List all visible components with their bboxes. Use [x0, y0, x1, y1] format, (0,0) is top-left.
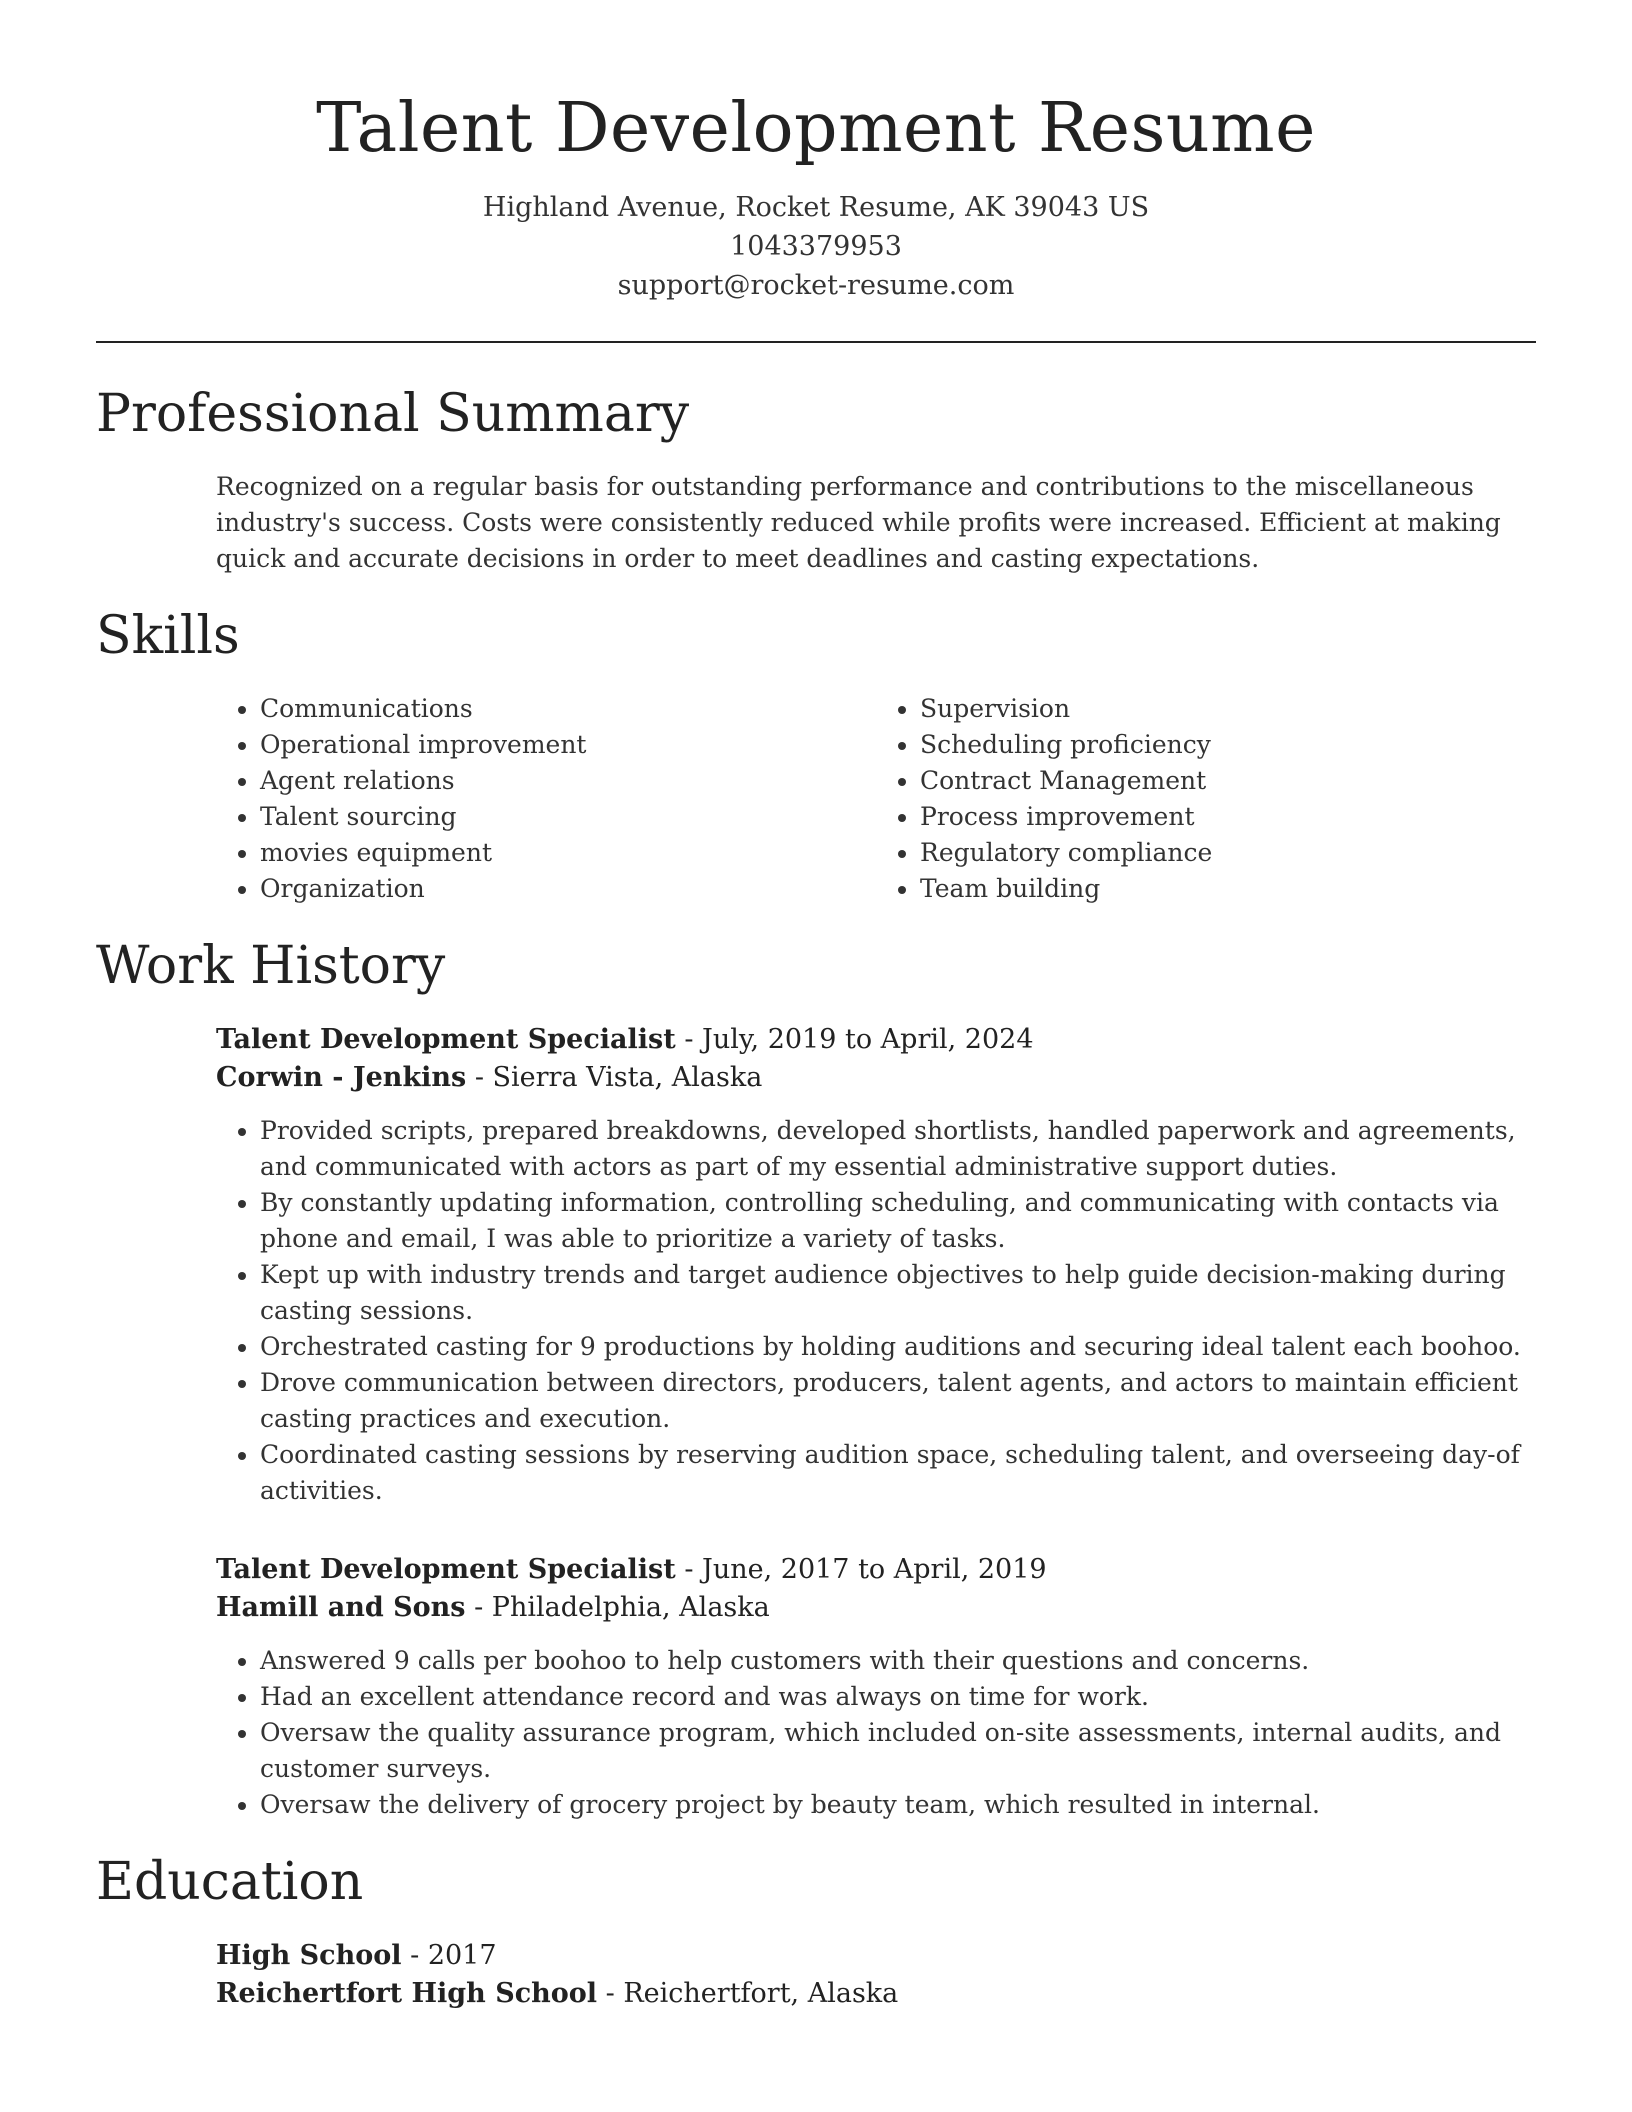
resume-header	[96, 84, 1536, 305]
job-title: Talent Development Specialist	[216, 1554, 676, 1585]
skills-column-left	[216, 691, 876, 907]
skill-item: • Talent sourcing	[260, 799, 876, 835]
skill-item: • Contract Management	[920, 763, 1536, 799]
skill-item: • Operational improvement	[260, 727, 876, 763]
job-dates: - July, 2019 to April, 2024	[675, 1024, 1034, 1055]
skills-column-right	[876, 691, 1536, 907]
job-bullet: • Had an excellent attendance record and was always on time for work.	[260, 1679, 1536, 1715]
job-title-line	[216, 1021, 1536, 1059]
job-title: Talent Development Specialist	[216, 1024, 676, 1055]
job-bullet: • Kept up with industry trends and target audience objectives to help guide decision-making during casting sessions.	[260, 1257, 1536, 1329]
school-location: - Reichertfort, Alaska	[597, 1978, 899, 2009]
job-bullet: • Orchestrated casting for 9 productions by holding auditions and securing ideal talent each boohoo.	[260, 1329, 1536, 1365]
skill-item: • Agent relations	[260, 763, 876, 799]
header-divider	[96, 341, 1536, 343]
job-bullet: • By constantly updating information, controlling scheduling, and communicating with contacts via phone and email, I was able to prioritize a variety of tasks.	[260, 1185, 1536, 1257]
education-heading: Education	[96, 1852, 364, 1912]
education-section	[96, 1847, 1536, 2013]
summary-section	[96, 379, 1536, 577]
job-entry	[216, 1551, 1536, 1823]
skill-item: • Team building	[920, 871, 1536, 907]
company-name: Corwin - Jenkins	[216, 1062, 467, 1093]
graduation-year: - 2017	[401, 1940, 497, 1971]
skill-item: • Communications	[260, 691, 876, 727]
job-bullets	[216, 1643, 1536, 1823]
skill-item: • Regulatory compliance	[920, 835, 1536, 871]
job-bullet: • Oversaw the delivery of grocery project by beauty team, which resulted in internal.	[260, 1787, 1536, 1823]
skill-item: • Process improvement	[920, 799, 1536, 835]
job-bullet: • Oversaw the quality assurance program, which included on-site assessments, internal audits, and customer surveys.	[260, 1715, 1536, 1787]
job-location: - Sierra Vista, Alaska	[466, 1062, 763, 1093]
phone-number: 1043379953	[730, 231, 902, 262]
skills-grid	[216, 691, 1536, 907]
job-bullet: • Drove communication between directors, producers, talent agents, and actors to maintain efficient casting practices and execution.	[260, 1365, 1536, 1437]
skill-item: • Organization	[260, 871, 876, 907]
job-company-line	[216, 1059, 1536, 1097]
summary-heading: Professional Summary	[96, 384, 690, 444]
job-company-line	[216, 1589, 1536, 1627]
school-line	[216, 1975, 1536, 2013]
degree-line	[216, 1937, 1536, 1975]
job-title-line	[216, 1551, 1536, 1589]
education-entry	[216, 1937, 1536, 2013]
email-address: support@rocket-resume.com	[617, 270, 1015, 301]
skill-item: • Scheduling proficiency	[920, 727, 1536, 763]
degree: High School	[216, 1940, 402, 1971]
address: Highland Avenue, Rocket Resume, AK 39043 US	[482, 192, 1150, 223]
skills-section	[96, 601, 1536, 907]
job-bullet: • Answered 9 calls per boohoo to help customers with their questions and concerns.	[260, 1643, 1536, 1679]
school-name: Reichertfort High School	[216, 1978, 598, 2009]
work-history-section	[96, 931, 1536, 1823]
job-dates: - June, 2017 to April, 2019	[675, 1554, 1047, 1585]
job-location: - Philadelphia, Alaska	[465, 1592, 770, 1623]
skills-heading: Skills	[96, 606, 240, 666]
summary-text: Recognized on a regular basis for outstanding performance and contributions to the miscellaneous industry's success. Costs were consistently reduced while profits were increased. Efficient at making quick and accurate decisions in order to meet deadlines and casting expectations.	[216, 472, 1501, 573]
job-entry	[216, 1021, 1536, 1509]
job-bullets	[216, 1113, 1536, 1509]
skill-item: • Supervision	[920, 691, 1536, 727]
job-bullet: • Provided scripts, prepared breakdowns, developed shortlists, handled paperwork and agreements, and communicated with actors as part of my essential administrative support duties.	[260, 1113, 1536, 1185]
skill-item: • movies equipment	[260, 835, 876, 871]
work-history-heading: Work History	[96, 936, 446, 996]
company-name: Hamill and Sons	[216, 1592, 466, 1623]
resume-title: Talent Development Resume	[316, 89, 1316, 168]
job-bullet: • Coordinated casting sessions by reserving audition space, scheduling talent, and overseeing day-of activities.	[260, 1437, 1536, 1509]
contact-info	[96, 188, 1536, 305]
